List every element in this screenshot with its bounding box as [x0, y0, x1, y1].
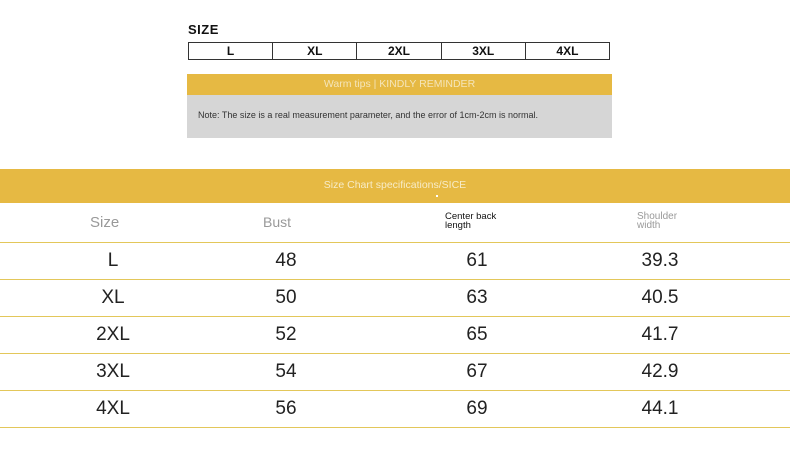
- size-option-4xl: 4XL: [556, 44, 579, 58]
- size-chart-table: [0, 203, 790, 428]
- reminder-header: Warm tips | KINDLY REMINDER: [187, 74, 612, 95]
- cell-shoulder-width: 40.5: [641, 287, 679, 308]
- cell-bust: 52: [275, 324, 297, 345]
- table-row: [0, 280, 790, 317]
- size-chart-banner: [0, 169, 790, 203]
- size-option-xl: XL: [273, 43, 357, 59]
- size-option-l: L: [189, 43, 273, 59]
- cell-size: XL: [101, 287, 125, 308]
- banner-dot: [436, 195, 438, 197]
- cell-center-back-length: 67: [466, 361, 488, 382]
- size-title: SIZE: [188, 22, 219, 37]
- cell-shoulder-width: 39.3: [641, 250, 679, 271]
- table-row: [0, 391, 790, 428]
- column-header-shoulder-width: Shoulder width: [637, 211, 678, 231]
- cell-bust: 56: [275, 398, 297, 419]
- size-option-3xl: 3XL: [442, 43, 526, 59]
- size-options-row: [188, 42, 610, 60]
- column-header-center-back-length: Center back length: [445, 211, 497, 231]
- cell-center-back-length: 69: [466, 398, 488, 419]
- cell-size: 2XL: [96, 324, 130, 345]
- cell-size: L: [107, 250, 119, 271]
- reminder-note: Note: The size is a real measurement parameter, and the error of 1cm-2cm is normal.: [198, 110, 538, 120]
- cell-center-back-length: 63: [466, 287, 488, 308]
- table-header: [0, 203, 790, 243]
- column-header-size: Size: [90, 214, 120, 231]
- cell-bust: 50: [275, 287, 297, 308]
- cell-bust: 54: [275, 361, 297, 382]
- reminder-box: [187, 74, 612, 138]
- size-option-2xl: 2XL: [357, 43, 441, 59]
- cell-shoulder-width: 41.7: [641, 324, 679, 345]
- table-row: [0, 317, 790, 354]
- cell-size: 4XL: [96, 398, 130, 419]
- cell-shoulder-width: 42.9: [641, 361, 679, 382]
- cell-shoulder-width: 44.1: [641, 398, 679, 419]
- cell-bust: 48: [275, 250, 297, 271]
- cell-center-back-length: 61: [466, 250, 488, 271]
- cell-center-back-length: 65: [466, 324, 488, 345]
- table-row: [0, 243, 790, 280]
- table-row: [0, 354, 790, 391]
- column-header-bust: Bust: [263, 214, 292, 230]
- size-chart-title: Size Chart specifications/SICE: [323, 179, 467, 191]
- cell-size: 3XL: [96, 361, 130, 382]
